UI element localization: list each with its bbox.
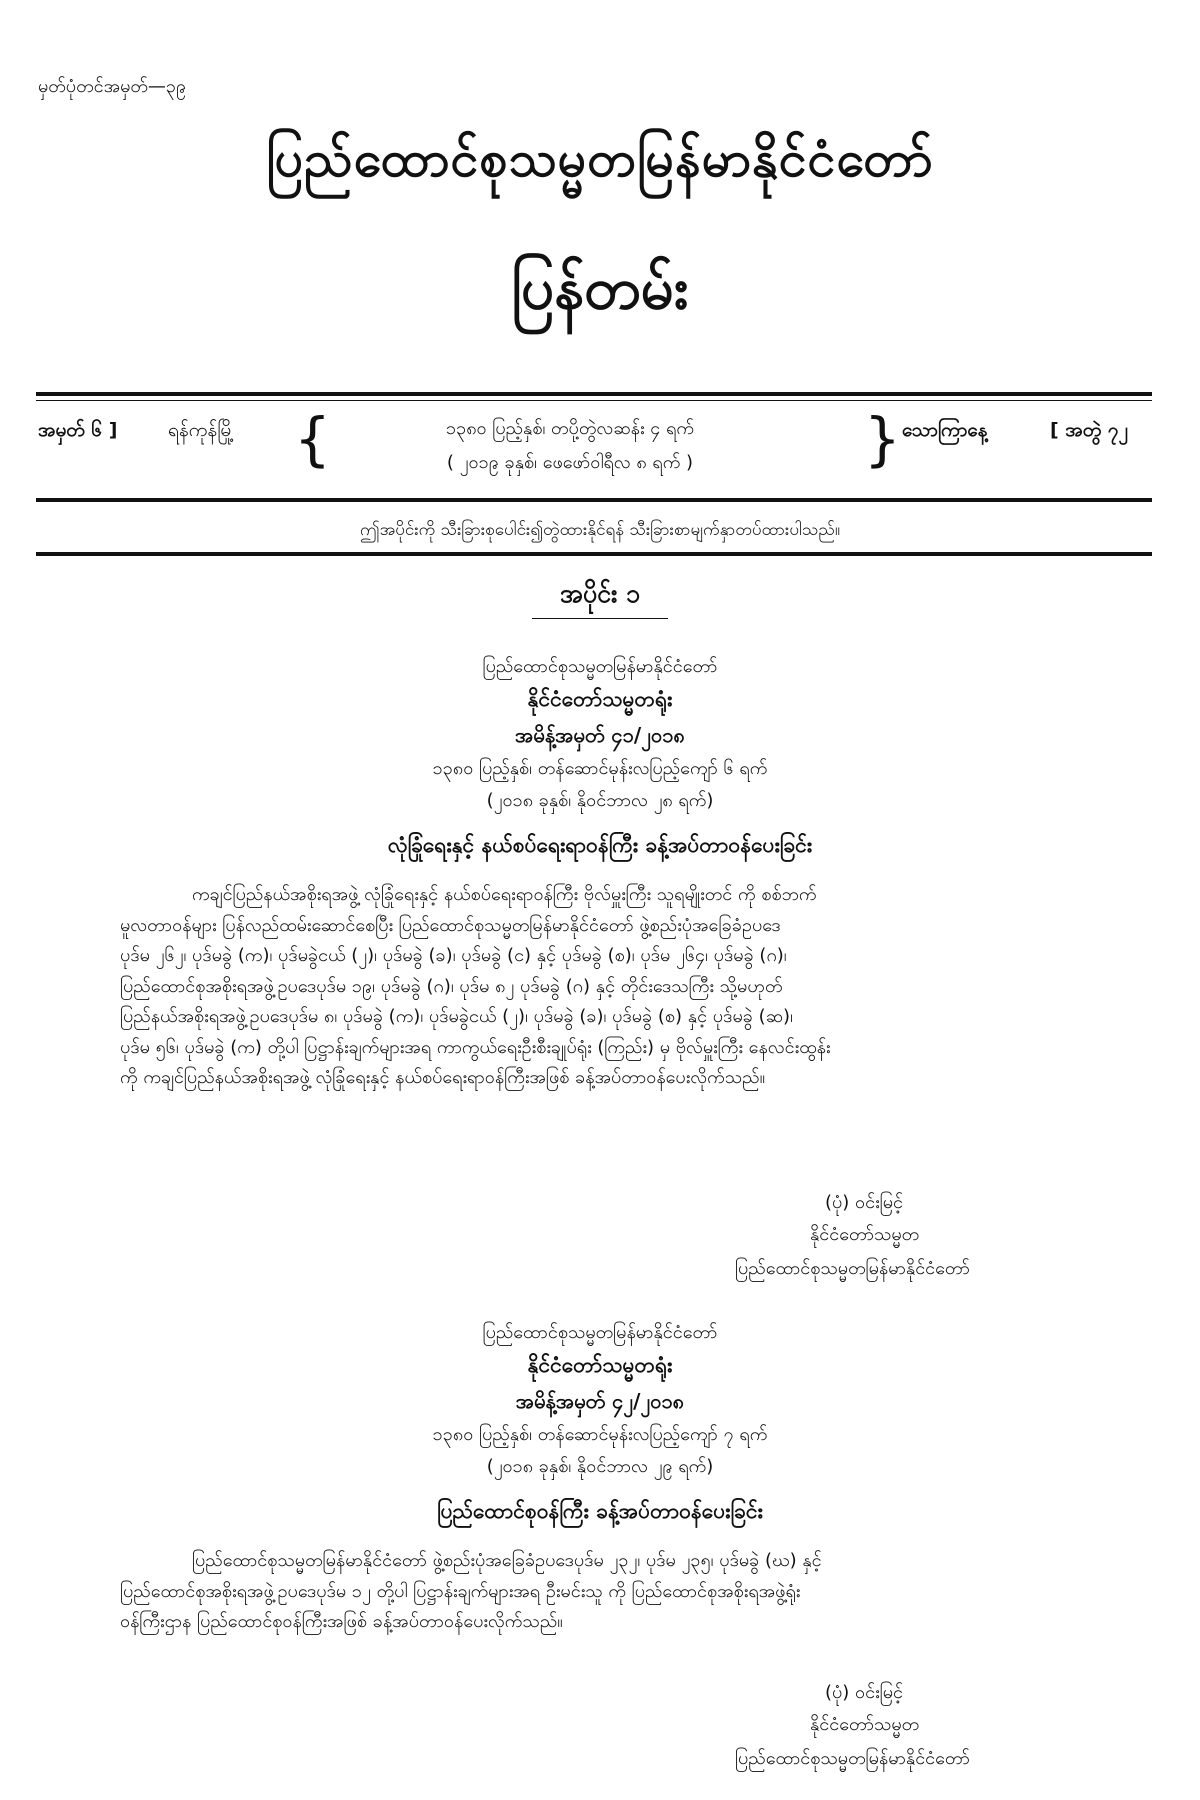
issue-date-myanmar: ၁၃၈၀ ပြည့်နှစ်၊ တပို့တွဲလဆန်း ၄ ရက် [445,418,695,439]
separate-page-notice: ဤအပိုင်းကို သီးခြားစုပေါင်း၍တွဲထားနိုင်ရန် သီးခြားစာမျက်နှာတပ်ထားပါသည်။ [360,520,840,540]
order-1-body-line: ပြည်ထောင်စုအစိုးရအဖွဲ့ဥပဒေပုဒ်မ ၁၉၊ ပုဒ်မခွဲ (ဂ)၊ ပုဒ်မ ၈၂ ပုဒ်မခွဲ (ဂ) နှင့် တိုင်းဒေသကြီး သို့မဟုတ် [120,975,783,997]
issue-number: အမှတ် ၆ ] [38,419,118,441]
header-rule-top [36,392,1152,396]
order-1-date-myanmar: ၁၃၈၀ ပြည့်နှစ်၊ တန်ဆောင်မုန်းလပြည့်ကျော် ၆ ရက် [432,758,768,779]
order-1-body-line: ကချင်ပြည်နယ်အစိုးရအဖွဲ့ လုံခြုံရေးနှင့် နယ်စပ်ရေးရာဝန်ကြီး ဗိုလ်မှူးကြီး သူရမျိုးတင် ကို စစ်ဘက် [192,884,817,905]
order-2-country: ပြည်ထောင်စုသမ္မတမြန်မာနိုင်ငံတော် [482,1322,718,1343]
gazette-title: ပြည်ထောင်စုသမ္မတမြန်မာနိုင်ငံတော် [266,130,934,188]
order-2-body-line: ပြည်ထောင်စုအစိုးရအဖွဲ့ဥပဒေပုဒ်မ ၁၂ တို့ပါ ပြဋ္ဌာန်းချက်များအရ ဦးမင်းသူ ကို ပြည်ထောင်စုအစိုးရအဖွဲ့ရုံး [120,1580,801,1602]
order-1-subject: လုံခြုံရေးနှင့် နယ်စပ်ရေးရာဝန်ကြီး ခန့်အပ်တာဝန်ပေးခြင်း [387,833,813,857]
order-1-office: နိုင်ငံတော်သမ္မတရုံး [527,687,673,711]
registration-number: မှတ်ပုံတင်အမှတ်—၃၉ [38,76,187,97]
order-2-body [120,1546,1082,1638]
order-2-date-gregorian: (၂၀၁၈ ခုနှစ်၊ နိုဝင်ဘာလ ၂၉ ရက်) [486,1456,714,1477]
order-1-body [120,880,1082,1094]
publication-place: ရန်ကုန်မြို့ [168,419,235,441]
order-2-body-line: ဝန်ကြီးဌာန ပြည်ထောင်စုဝန်ကြီးအဖြစ် ခန့်အပ်တာဝန်ပေးလိုက်သည်။ [120,1611,563,1632]
gazette-subtitle: ပြန်တမ်း [511,254,689,322]
order-1-body-line: ပြည်နယ်အစိုးရအဖွဲ့ဥပဒေပုဒ်မ ၈၊ ပုဒ်မခွဲ (က)၊ ပုဒ်မခွဲငယ် (၂)၊ ပုဒ်မခွဲ (ခ)၊ ပုဒ်မခွဲ (စ) နှင့် ပုဒ်မခွဲ (ဆ)၊ [120,1006,793,1027]
issue-weekday: သောကြာနေ့ [902,419,988,441]
header-rule-top-thin [36,400,1152,401]
volume-number: [ အတွဲ ၇၂ [1050,419,1128,441]
header-rule-mid [36,498,1152,502]
order-2-office: နိုင်ငံတော်သမ္မတရုံး [527,1353,673,1377]
order-1-body-line: ကို ကချင်ပြည်နယ်အစိုးရအဖွဲ့ လုံခြုံရေးနှင့် နယ်စပ်ရေးရာဝန်ကြီးအဖြစ် ခန့်အပ်တာဝန်ပေးလိုက်သည်။ [120,1067,766,1088]
order-1-date-gregorian: (၂၀၁၈ ခုနှစ်၊ နိုဝင်ဘာလ ၂၈ ရက်) [486,790,714,811]
part-underline [532,618,668,619]
right-brace: } [864,405,901,473]
order-1-body-line: မူလတာဝန်များ ပြန်လည်ထမ်းဆောင်စေပြီး ပြည်ထောင်စုသမ္မတမြန်မာနိုင်ငံတော် ဖွဲ့စည်းပုံအခြေခံဥပဒေ [120,914,781,936]
order-1-body-line: ပုဒ်မ ၅၆၊ ပုဒ်မခွဲ (က) တို့ပါ ပြဋ္ဌာန်းချက်များအရ ကာကွယ်ရေးဦးစီးချုပ်ရုံး (ကြည်း) မှ ဗိုလ်မှူးကြီး နေလင်းထွန်း [120,1036,831,1058]
order-1-signature-name: (ပုံ) ဝင်းမြင့် [825,1192,903,1213]
order-1-body-line: ပုဒ်မ ၂၆၂၊ ပုဒ်မခွဲ (က)၊ ပုဒ်မခွဲငယ် (၂)၊ ပုဒ်မခွဲ (ခ)၊ ပုဒ်မခွဲ (င) နှင့် ပုဒ်မခွဲ (စ)၊ ပုဒ်မ ၂၆၄၊ ပုဒ်မခွဲ (ဂ)၊ [120,945,787,966]
header-rule-bottom [36,552,1152,556]
order-2-signature-country: ပြည်ထောင်စုသမ္မတမြန်မာနိုင်ငံတော် [735,1748,970,1769]
order-1-country: ပြည်ထောင်စုသမ္မတမြန်မာနိုင်ငံတော် [482,656,718,677]
part-heading: အပိုင်း ၁ [559,579,641,608]
order-2-date-myanmar: ၁၃၈၀ ပြည့်နှစ်၊ တန်ဆောင်မုန်းလပြည့်ကျော် ၇ ရက် [432,1424,768,1445]
order-2-signature-title: နိုင်ငံတော်သမ္မတ [810,1714,920,1735]
order-2-body-line: ပြည်ထောင်စုသမ္မတမြန်မာနိုင်ငံတော် ဖွဲ့စည်းပုံအခြေခံဥပဒေပုဒ်မ ၂၃၂၊ ပုဒ်မ ၂၃၅၊ ပုဒ်မခွဲ (ဃ) နှင့် [192,1550,822,1571]
left-brace: { [294,405,331,473]
issue-date-gregorian: ( ၂၀၁၉ ခုနှစ်၊ ဖေဖော်ဝါရီလ ၈ ရက် ) [446,452,694,473]
order-2-signature-name: (ပုံ) ဝင်းမြင့် [825,1682,903,1703]
order-1-signature-country: ပြည်ထောင်စုသမ္မတမြန်မာနိုင်ငံတော် [735,1258,970,1279]
order-2-subject: ပြည်ထောင်စုဝန်ကြီး ခန့်အပ်တာဝန်ပေးခြင်း [437,1499,763,1523]
order-1-number: အမိန့်အမှတ် ၄၁/၂၀၁၈ [515,723,685,747]
order-2-number: အမိန့်အမှတ် ၄၂/၂၀၁၈ [515,1389,685,1413]
order-1-signature-title: နိုင်ငံတော်သမ္မတ [810,1224,920,1245]
